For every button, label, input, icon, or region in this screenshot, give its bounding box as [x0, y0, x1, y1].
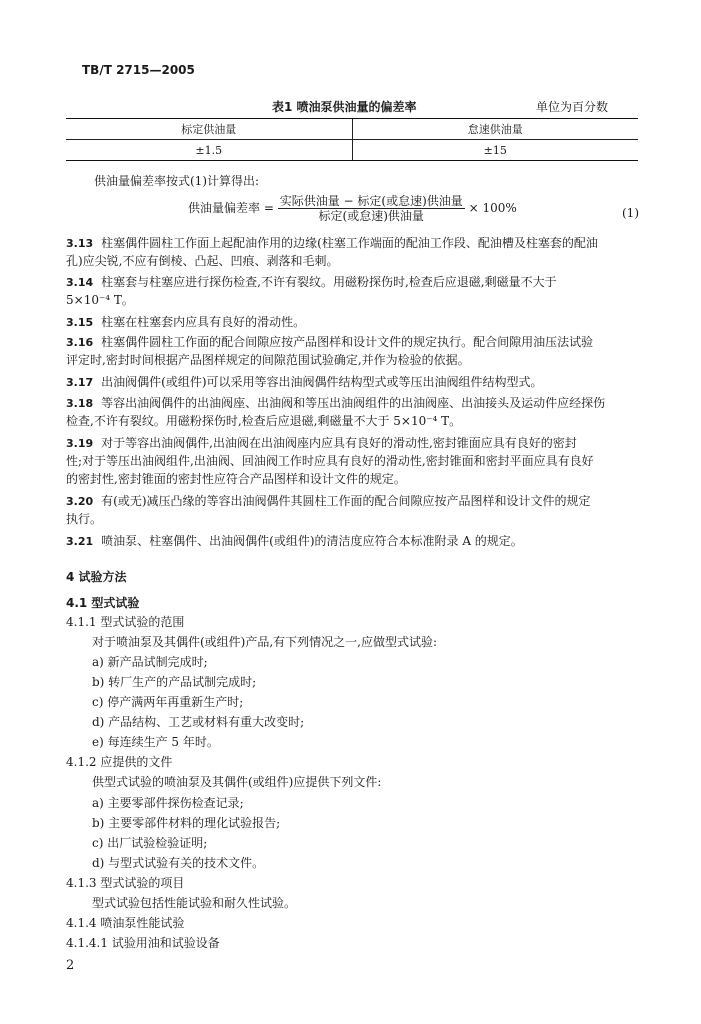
- formula-fraction: [278, 194, 465, 223]
- clause-number: 3.19: [66, 437, 94, 450]
- deviation-table: [66, 118, 638, 161]
- clause-text: 柱塞偶件圆柱工作面上起配油作用的边缘(柱塞工作端面的配油工作段、配油槽及柱塞套的配油: [101, 236, 598, 250]
- clause-3-13-cont: 孔)应尖锐,不应有倒棱、凸起、凹痕、剥落和毛刺。: [66, 254, 339, 268]
- list-item: d) 与型式试验有关的技术文件。: [92, 856, 265, 870]
- list-item: b) 转厂生产的产品试制完成时;: [92, 675, 257, 689]
- clause-3-18: [66, 394, 605, 413]
- cell-idle-value: ±15: [352, 140, 638, 161]
- list-item: c) 出厂试验检验证明;: [92, 836, 208, 850]
- clause-3-20: [66, 492, 591, 511]
- clause-number: 3.18: [66, 397, 94, 410]
- formula-lhs: 供油量偏差率 =: [188, 201, 274, 215]
- clause-number: 3.14: [66, 276, 94, 289]
- clause-number: 3.20: [66, 495, 94, 508]
- clause-number: 3.15: [66, 316, 94, 329]
- cell-rated-value: ±1.5: [66, 140, 352, 161]
- clause-text: 喷油泵、柱塞偶件、出油阀偶件(或组件)的清洁度应符合本标准附录 A 的规定。: [101, 534, 523, 548]
- header-idle-supply: 怠速供油量: [352, 119, 638, 140]
- page-number: 2: [66, 958, 75, 973]
- clause-3-15: [66, 313, 305, 332]
- list-item: e) 每连续生产 5 年时。: [92, 735, 219, 749]
- table-unit: 单位为百分数: [536, 100, 609, 114]
- formula: [188, 194, 517, 223]
- formula-numerator: 实际供油量 − 标定(或怠速)供油量: [279, 194, 463, 208]
- clause-number: 3.17: [66, 376, 94, 389]
- table-caption: 表1 喷油泵供油量的偏差率: [272, 100, 417, 114]
- section-4-1-4-1-title: 4.1.4.1 试验用油和试验设备: [66, 936, 220, 950]
- table-header-row: [66, 119, 638, 140]
- clause-3-16: [66, 333, 593, 352]
- clause-text: 出油阀偶件(或组件)可以采用等容出油阀偶件结构型式或等压出油阀组件结构型式。: [101, 375, 543, 389]
- clause-3-19-cont2: 的密封性,密封锥面的密封性应符合产品图样和设计文件的规定。: [66, 472, 406, 486]
- clause-3-21: [66, 532, 523, 551]
- section-4-1-3-title: 4.1.3 型式试验的项目: [66, 876, 185, 890]
- clause-3-14-cont: 5×10⁻⁴ T。: [66, 293, 134, 307]
- list-item: a) 新产品试制完成时;: [92, 655, 208, 669]
- clause-3-14: [66, 273, 557, 292]
- section-4-1-2-title: 4.1.2 应提供的文件: [66, 755, 173, 769]
- formula-rhs: × 100%: [468, 201, 517, 215]
- section-4-1-1-intro: 对于喷油泵及其偶件(或组件)产品,有下列情况之一,应做型式试验:: [92, 635, 438, 649]
- clause-3-19: [66, 434, 577, 453]
- section-4-1-title: 4.1 型式试验: [66, 596, 140, 610]
- clause-number: 3.16: [66, 336, 94, 349]
- clause-number: 3.21: [66, 535, 94, 548]
- standard-code: TB/T 2715—2005: [82, 63, 195, 77]
- formula-intro: 供油量偏差率按式(1)计算得出:: [94, 174, 260, 188]
- table-row: [66, 140, 638, 161]
- clause-number: 3.13: [66, 237, 94, 250]
- formula-denominator: 标定(或怠速)供油量: [318, 209, 424, 223]
- clause-text: 等容出油阀偶件的出油阀座、出油阀和等压出油阀组件的出油阀座、出油接头及运动件应经探伤: [101, 396, 606, 410]
- list-item: d) 产品结构、工艺或材料有重大改变时;: [92, 715, 305, 729]
- clause-3-18-cont: 检查,不许有裂纹。用磁粉探伤时,检查后应退磁,剩磁量不大于 5×10⁻⁴ T。: [66, 414, 462, 428]
- list-item: a) 主要零部件探伤检查记录;: [92, 796, 244, 810]
- section-4-1-4-title: 4.1.4 喷油泵性能试验: [66, 916, 185, 930]
- clause-3-20-cont: 执行。: [66, 512, 103, 526]
- section-4-1-1-title: 4.1.1 型式试验的范围: [66, 615, 185, 629]
- section-4-1-3-text: 型式试验包括性能试验和耐久性试验。: [92, 896, 297, 910]
- clause-3-19-cont1: 性;对于等压出油阀组件,出油阀、回油阀工作时应具有良好的滑动性,密封锥面和密封平面应具有良好: [66, 454, 594, 468]
- clause-3-17: [66, 373, 543, 392]
- list-item: b) 主要零部件材料的理化试验报告;: [92, 816, 281, 830]
- list-item: c) 停产满两年再重新生产时;: [92, 695, 244, 709]
- clause-3-16-cont: 评定时,密封时间根据产品图样规定的间隙范围试验确定,并作为检验的依据。: [66, 353, 470, 367]
- clause-text: 柱塞套与柱塞应进行探伤检查,不许有裂纹。用磁粉探伤时,检查后应退磁,剩磁量不大于: [101, 275, 557, 289]
- clause-text: 柱塞在柱塞套内应具有良好的滑动性。: [101, 315, 306, 329]
- section-4-1-2-intro: 供型式试验的喷油泵及其偶件(或组件)应提供下列文件:: [92, 775, 382, 789]
- formula-number: (1): [622, 206, 639, 220]
- section-4-title: 4 试验方法: [66, 570, 127, 584]
- header-rated-supply: 标定供油量: [66, 119, 352, 140]
- clause-text: 柱塞偶件圆柱工作面的配合间隙应按产品图样和设计文件的规定执行。配合间隙用油压法试验: [101, 335, 594, 349]
- clause-text: 对于等容出油阀偶件,出油阀在出油阀座内应具有良好的滑动性,密封锥面应具有良好的密封: [101, 436, 577, 450]
- clause-text: 有(或无)减压凸缘的等容出油阀偶件其圆柱工作面的配合间隙应按产品图样和设计文件的规定: [101, 494, 591, 508]
- clause-3-13: [66, 234, 598, 253]
